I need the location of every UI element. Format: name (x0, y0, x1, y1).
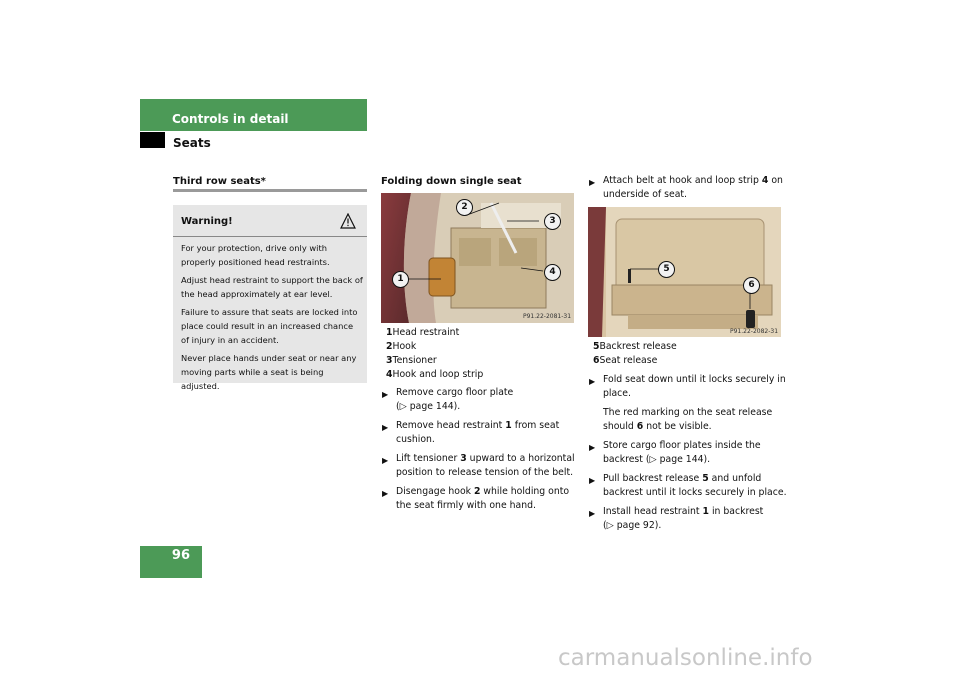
watermark: carmanualsonline.info (558, 645, 813, 671)
legend-item: 1Head restraint (386, 327, 460, 338)
warning-paragraph: Never place hands under seat or near any moving parts while a seat is being adjusted. (181, 353, 357, 391)
legend-item: 3Tensioner (386, 355, 437, 366)
warning-paragraph: Failure to assure that seats are locked into place could result in an increased chance of injury in an accident. (181, 307, 358, 345)
step-install-head-restraint: Install head restraint 1 in backrest (▷ page 92). (603, 506, 764, 531)
bullet-arrow-icon: ▶ (589, 377, 596, 386)
seat-figure-2 (588, 207, 781, 337)
bullet-arrow-icon: ▶ (382, 390, 389, 399)
callout-1: 1 (392, 271, 409, 288)
legend-item: 4Hook and loop strip (386, 369, 484, 380)
heading-rule (173, 189, 367, 192)
section-title: Controls in detail (172, 112, 289, 126)
third-row-seats-heading: Third row seats* (173, 176, 266, 187)
step-attach-belt: Attach belt at hook and loop strip 4 on underside of seat. (603, 175, 783, 200)
folding-down-heading: Folding down single seat (381, 176, 522, 187)
warning-triangle-icon (340, 213, 356, 229)
bullet-arrow-icon: ▶ (382, 489, 389, 498)
bullet-arrow-icon: ▶ (589, 178, 596, 187)
step-pull-backrest-release: Pull backrest release 5 and unfold backrest until it locks securely in place. (603, 473, 787, 498)
seat-figure-1 (381, 193, 574, 323)
figure-code: P91.22-2081-31 (523, 313, 572, 320)
bullet-arrow-icon: ▶ (382, 456, 389, 465)
legend-item: 2Hook (386, 341, 417, 352)
subsection-marker (140, 132, 165, 148)
legend-item: 6Seat release (593, 355, 658, 366)
note-red-marking: The red marking on the seat release should 6 not be visible. (603, 407, 773, 432)
bullet-arrow-icon: ▶ (589, 443, 596, 452)
step-disengage-hook: Disengage hook 2 while holding onto the seat firmly with one hand. (396, 486, 570, 511)
warning-paragraph: For your protection, drive only with properly positioned head restraints. (181, 243, 330, 267)
step-remove-floor-plate: Remove cargo floor plate (▷ page 144). (396, 387, 514, 412)
bullet-arrow-icon: ▶ (589, 476, 596, 485)
step-remove-head-restraint: Remove head restraint 1 from seat cushion. (396, 420, 560, 445)
callout-6: 6 (743, 277, 760, 294)
figure-code: P91.22-2082-31 (730, 328, 779, 335)
page-number: 96 (171, 548, 190, 563)
callout-3: 3 (544, 213, 561, 230)
bullet-arrow-icon: ▶ (589, 509, 596, 518)
callout-5: 5 (658, 261, 675, 278)
step-fold-seat-down: Fold seat down until it locks securely in place. (603, 374, 786, 399)
warning-paragraph: Adjust head restraint to support the back of the head approximately at ear level. (181, 275, 363, 299)
legend-item: 5Backrest release (593, 341, 677, 352)
step-store-floor-plates: Store cargo floor plates inside the backrest (▷ page 144). (603, 440, 761, 465)
step-lift-tensioner: Lift tensioner 3 upward to a horizontal position to release tension of the belt. (396, 453, 575, 478)
warning-heading: Warning! (181, 216, 233, 227)
callout-4: 4 (544, 264, 561, 281)
bullet-arrow-icon: ▶ (382, 423, 389, 432)
callout-2: 2 (456, 199, 473, 216)
subsection-title: Seats (173, 136, 211, 150)
warning-divider (173, 236, 367, 237)
